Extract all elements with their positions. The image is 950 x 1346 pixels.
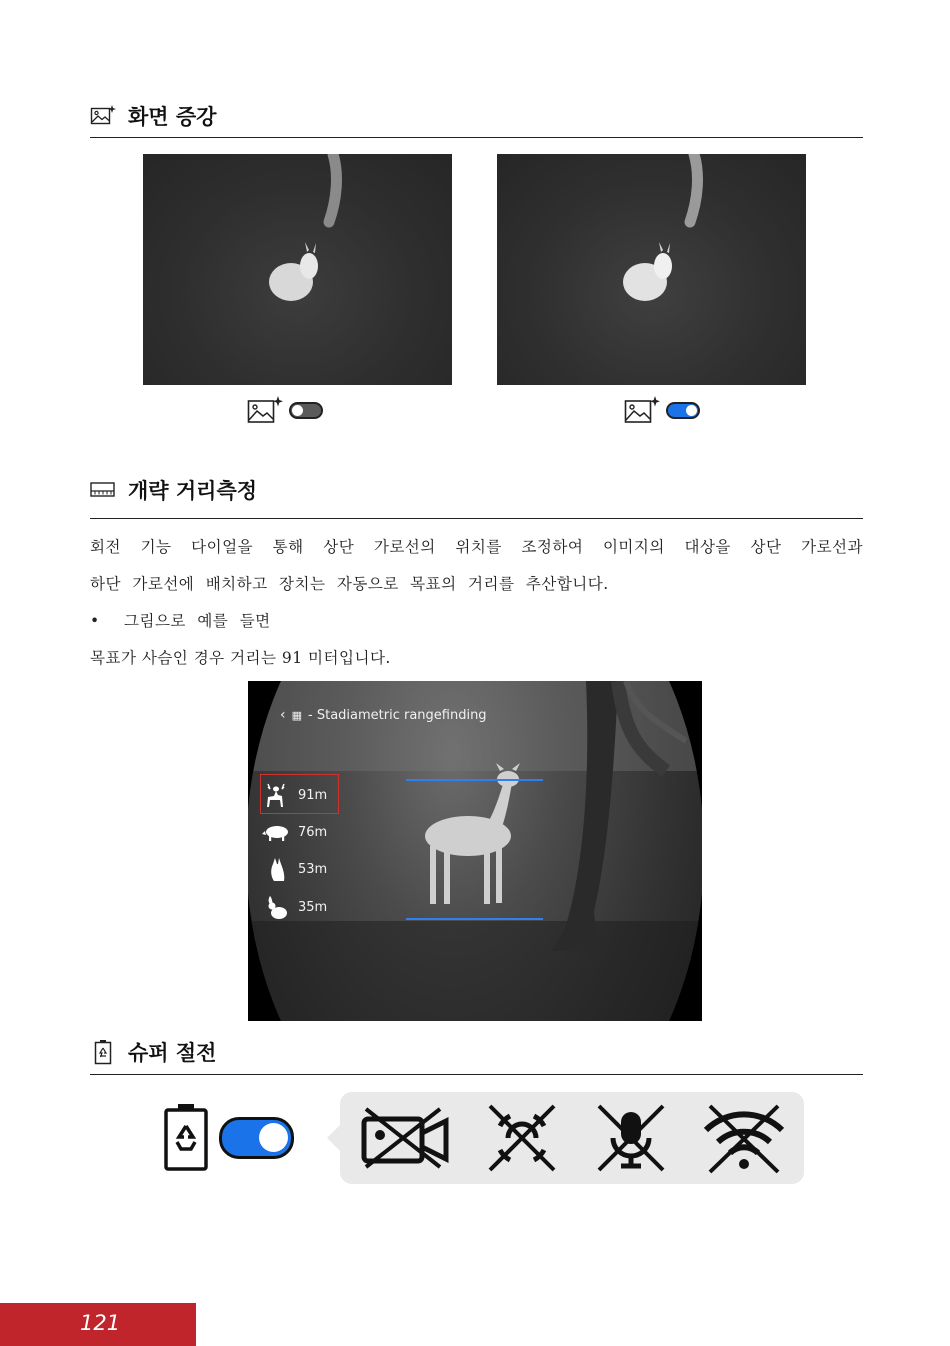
target-distance: 53m bbox=[298, 861, 328, 877]
section-rule bbox=[90, 137, 863, 138]
section-title-powersave bbox=[90, 1032, 216, 1072]
rangefinding-screen bbox=[248, 681, 702, 1021]
screen-header bbox=[280, 707, 487, 723]
target-distance: 91m bbox=[298, 787, 328, 803]
section-title-rangefinding bbox=[90, 470, 257, 510]
enhancement-toggle-off[interactable] bbox=[289, 402, 323, 419]
lower-stadia-line[interactable] bbox=[406, 918, 543, 920]
section-rule bbox=[90, 1074, 863, 1075]
thermal-image-enhance-off bbox=[143, 154, 452, 385]
disabled-features-panel bbox=[340, 1092, 804, 1184]
rabbit-icon bbox=[262, 893, 290, 921]
rangefinding-title: 개략 거리측정 bbox=[128, 479, 258, 503]
powersave-toggle-on[interactable] bbox=[219, 1117, 294, 1159]
battery-recycle-icon bbox=[90, 1039, 116, 1065]
enhancement-title: 화면 증강 bbox=[128, 105, 217, 129]
target-item-boar[interactable] bbox=[262, 818, 327, 846]
ruler-icon bbox=[90, 480, 116, 500]
target-item-fox[interactable] bbox=[262, 855, 327, 883]
target-distance: 76m bbox=[298, 824, 328, 840]
back-chevron-icon[interactable]: ‹ bbox=[280, 707, 286, 723]
page-number-tab bbox=[0, 1303, 196, 1346]
fox-icon bbox=[262, 855, 290, 883]
rangefinding-paragraph-line1: 회전 기능 다이얼을 통해 상단 가로선의 위치를 조정하여 이미지의 대상을 상단 가로선과 bbox=[90, 538, 863, 556]
target-distance: 35m bbox=[298, 899, 328, 915]
target-off-icon bbox=[486, 1102, 558, 1174]
target-item-rabbit[interactable] bbox=[262, 893, 327, 921]
bullet-text: 그림으로 예를 들면 bbox=[124, 612, 271, 630]
bullet-dot: • bbox=[90, 612, 100, 630]
target-item-deer[interactable] bbox=[262, 781, 327, 809]
thermal-image-enhance-on bbox=[497, 154, 806, 385]
deer-icon bbox=[262, 781, 290, 809]
microphone-off-icon bbox=[595, 1102, 667, 1174]
section-title-enhancement bbox=[90, 96, 216, 136]
upper-stadia-line[interactable] bbox=[406, 779, 543, 781]
image-enhance-icon bbox=[247, 395, 283, 425]
battery-recycle-icon bbox=[163, 1102, 209, 1172]
image-enhance-icon bbox=[90, 104, 116, 128]
image-enhance-icon bbox=[624, 395, 660, 425]
bullet-item bbox=[90, 609, 863, 633]
panel-pointer bbox=[327, 1125, 340, 1151]
rangefinding-paragraph-line2: 하단 가로선에 배치하고 장치는 자동으로 목표의 거리를 추산합니다. bbox=[90, 575, 609, 593]
page-number: 121 bbox=[80, 1311, 121, 1335]
video-camera-off-icon bbox=[360, 1105, 452, 1171]
rangefinding-mode-icon: ▦ bbox=[291, 708, 303, 722]
wifi-off-icon bbox=[702, 1102, 786, 1174]
rangefinding-example: 목표가 사슴인 경우 거리는 91 미터입니다. bbox=[90, 649, 391, 667]
boar-icon bbox=[262, 818, 290, 846]
section-rule bbox=[90, 518, 863, 519]
powersave-title: 슈퍼 절전 bbox=[128, 1041, 217, 1065]
enhancement-toggle-on[interactable] bbox=[666, 402, 700, 419]
screen-header-title: - Stadiametric rangefinding bbox=[308, 707, 487, 723]
